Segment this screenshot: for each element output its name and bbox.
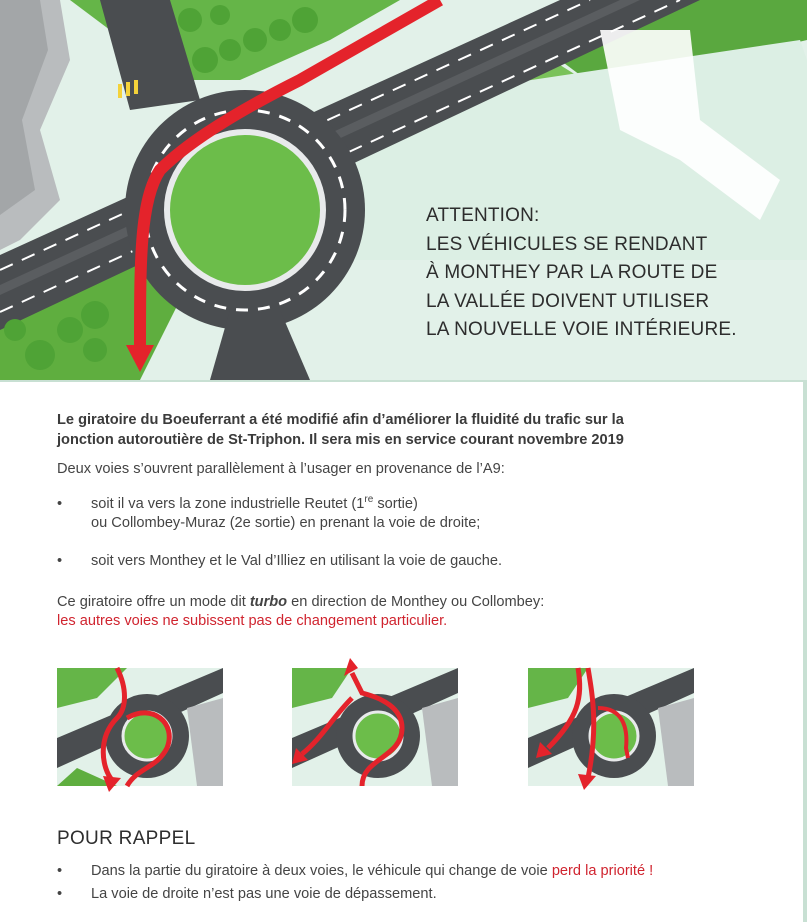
list-item xyxy=(57,495,777,532)
turbo-text: Ce giratoire offre un mode dit xyxy=(57,593,250,610)
list-item xyxy=(57,552,777,571)
bullet-dot: • xyxy=(57,496,63,512)
bullet-line xyxy=(91,495,777,514)
turbo-warning: les autres voies ne subissent pas de changement particulier. xyxy=(57,612,448,629)
page-border xyxy=(803,380,807,922)
hero-illustration xyxy=(0,0,807,380)
attention-line: À MONTHEY PAR LA ROUTE DE xyxy=(426,262,718,283)
bullet-text: La voie de droite n’est pas une voie de dépassement. xyxy=(91,885,437,902)
turbo-text: en direction de Monthey ou Collombey: xyxy=(287,593,545,610)
ordinal-suffix: re xyxy=(364,494,374,506)
roundabout-diagrams xyxy=(0,660,807,800)
roundabout-diagram-3 xyxy=(528,668,694,786)
bullet-text: Dans la partie du giratoire à deux voies, le véhicule qui change de voie xyxy=(91,863,552,879)
list-item xyxy=(57,862,797,881)
reminder-list xyxy=(57,862,797,903)
roundabout-diagram-2 xyxy=(292,668,458,786)
bullet-dot: • xyxy=(57,553,63,569)
attention-line: LES VÉHICULES SE RENDANT xyxy=(426,233,708,255)
list-item xyxy=(57,885,797,904)
reminder-title: POUR RAPPEL xyxy=(57,828,196,849)
intro-line: Le giratoire du Boeuferrant a été modifié afin d’améliorer la fluidité du trafic sur la xyxy=(57,412,624,428)
bullet-dot: • xyxy=(57,885,63,902)
bullet-text: soit il va vers la zone industrielle Reutet (1 xyxy=(91,496,365,512)
bullet-text: sortie) xyxy=(373,496,418,512)
roundabout-diagram-1 xyxy=(57,668,223,786)
bullet-text: soit vers Monthey et le Val d’Illiez en utilisant la voie de gauche. xyxy=(91,553,503,569)
attention-line: LA NOUVELLE VOIE INTÉRIEURE. xyxy=(426,319,737,340)
main-text xyxy=(57,410,777,631)
bullet-dot: • xyxy=(57,863,63,879)
attention-line: ATTENTION: xyxy=(426,205,540,226)
attention-line: LA VALLÉE DOIVENT UTILISER xyxy=(426,290,710,312)
intro-line: jonction autoroutière de St-Triphon. Il sera mis en service courant novembre 2019 xyxy=(57,432,624,448)
divider xyxy=(0,380,807,382)
bullet-line: ou Collombey-Muraz (2e sortie) en prenant la voie de droite; xyxy=(91,514,481,531)
turbo-word: turbo xyxy=(249,593,288,610)
lanes-intro: Deux voies s’ouvrent parallèlement à l’usager en provenance de l’A9: xyxy=(57,461,505,477)
turbo-paragraph xyxy=(57,593,777,612)
priority-warning: perd la priorité ! xyxy=(551,863,654,879)
intro-paragraph xyxy=(57,410,777,450)
attention-notice xyxy=(426,202,737,345)
